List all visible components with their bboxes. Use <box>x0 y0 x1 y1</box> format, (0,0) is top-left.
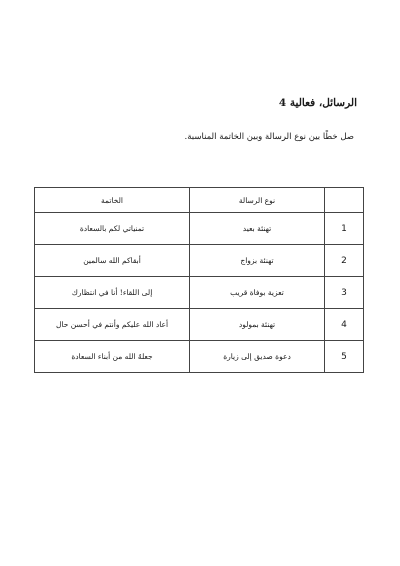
table-row <box>35 213 364 245</box>
table-row <box>35 277 364 309</box>
row-number: 4 <box>325 309 364 341</box>
page-title: الرسائل، فعالية 4 <box>278 97 357 109</box>
ending-cell: أبقاكم الله سالمين <box>35 245 190 277</box>
row-number: 1 <box>325 213 364 245</box>
instruction-text: صل خطًا بين نوع الرسالة وبين الخاتمة المناسبة. <box>184 132 354 142</box>
header-ending: الخاتمة <box>35 188 190 213</box>
header-message-type: نوع الرسالة <box>190 188 325 213</box>
ending-cell: أعاد الله عليكم وأنتم في أحسن حال <box>35 309 190 341</box>
row-number: 5 <box>325 341 364 373</box>
ending-cell: إلى اللقاء! أنا في انتظارك <box>35 277 190 309</box>
row-number: 3 <box>325 277 364 309</box>
message-type-cell: تهنئة بمولود <box>190 309 325 341</box>
message-type-cell: تعزية بوفاة قريب <box>190 277 325 309</box>
message-type-cell: تهنئة بعيد <box>190 213 325 245</box>
table-row <box>35 341 364 373</box>
message-type-cell: دعوة صديق إلى زيارة <box>190 341 325 373</box>
table-header-row <box>35 188 364 213</box>
message-type-cell: تهنئة بزواج <box>190 245 325 277</box>
header-number <box>325 188 364 213</box>
ending-cell: تمنياتي لكم بالسعادة <box>35 213 190 245</box>
row-number: 2 <box>325 245 364 277</box>
matching-table <box>34 187 364 373</box>
ending-cell: جعلهُ الله من أبناء السعادة <box>35 341 190 373</box>
table-row <box>35 309 364 341</box>
table-row <box>35 245 364 277</box>
